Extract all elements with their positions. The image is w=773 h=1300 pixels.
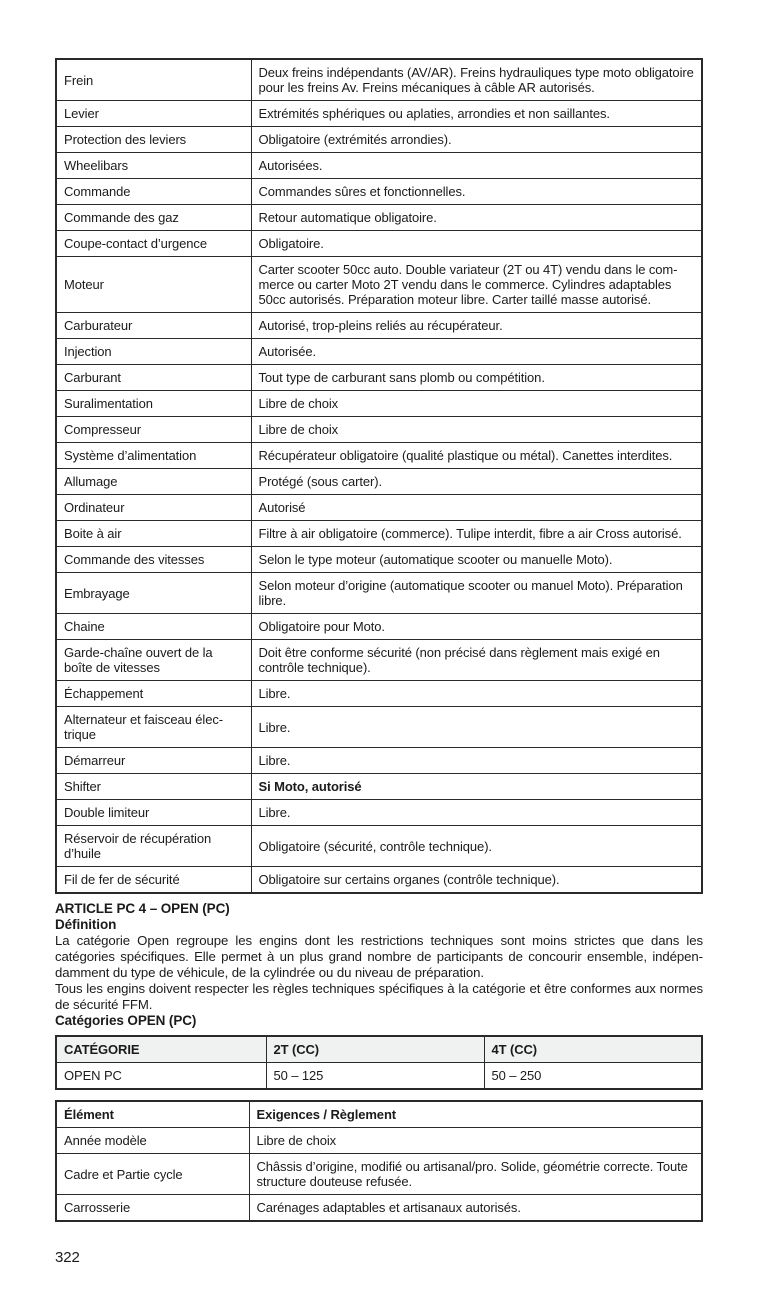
- elements-table: [55, 1100, 703, 1222]
- article-section: [55, 901, 703, 1029]
- column-header: 2T (CC): [266, 1036, 484, 1063]
- element-value: Si Moto, autorisé: [251, 774, 702, 800]
- table-row: [56, 469, 702, 495]
- table-row: [56, 707, 702, 748]
- table-row: [56, 826, 702, 867]
- element-value: Libre.: [251, 800, 702, 826]
- categories-table: [55, 1035, 703, 1090]
- element-label: Injection: [56, 339, 251, 365]
- table-row: [56, 681, 702, 707]
- element-value: Protégé (sous carter).: [251, 469, 702, 495]
- element-label: Double limiteur: [56, 800, 251, 826]
- category-2t-range: 50 – 125: [266, 1063, 484, 1090]
- element-value: Récupérateur obligatoire (qualité plastique ou métal). Canettes interdites.: [251, 443, 702, 469]
- element-label: Moteur: [56, 257, 251, 313]
- element-label: Wheelibars: [56, 153, 251, 179]
- table-row: [56, 231, 702, 257]
- table-row: [56, 391, 702, 417]
- element-label: Carrosserie: [56, 1195, 249, 1222]
- element-value: Libre de choix: [251, 417, 702, 443]
- column-header: 4T (CC): [484, 1036, 702, 1063]
- element-label: Boite à air: [56, 521, 251, 547]
- column-header: Exigences / Règlement: [249, 1101, 702, 1128]
- element-value: Tout type de carburant sans plomb ou compétition.: [251, 365, 702, 391]
- table-row: [56, 867, 702, 894]
- element-label: Démarreur: [56, 748, 251, 774]
- categories-heading: Catégories OPEN (PC): [55, 1013, 197, 1028]
- table-row: [56, 205, 702, 231]
- table-row: [56, 1154, 702, 1195]
- element-value: Autorisée.: [251, 339, 702, 365]
- element-label: Coupe-contact d’urgence: [56, 231, 251, 257]
- element-value: Doit être conforme sécurité (non précisé dans règlement mais exigé en contrôle technique).: [251, 640, 702, 681]
- element-value: Carter scooter 50cc auto. Double variateur (2T ou 4T) vendu dans le commerce ou carter Moto 2T vendu dans le commerce. Cylindres adaptables 50cc autorisés. Préparation moteur libre. Carter taillé masse autorisé.: [251, 257, 702, 313]
- element-label: Embrayage: [56, 573, 251, 614]
- element-label: Compresseur: [56, 417, 251, 443]
- element-value: Carénages adaptables et artisanaux autorisés.: [249, 1195, 702, 1222]
- column-header: CATÉGORIE: [56, 1036, 266, 1063]
- table-row: [56, 153, 702, 179]
- page-number: 322: [55, 1249, 80, 1266]
- element-label: Protection des leviers: [56, 127, 251, 153]
- article-title: ARTICLE PC 4 – OPEN (PC): [55, 901, 230, 916]
- definition-paragraph: La catégorie Open regroupe les engins dont les restrictions techniques sont moins strictes que dans les catégories spécifiques. Elle permet à un plus grand nombre de participants de concourir ensemble, indépendamment du type de véhicule, de la cylindrée ou du niveau de préparation.: [55, 933, 703, 980]
- element-label: Échappement: [56, 681, 251, 707]
- element-value: Obligatoire pour Moto.: [251, 614, 702, 640]
- table-row: [56, 1063, 702, 1090]
- element-label: Suralimentation: [56, 391, 251, 417]
- element-label: Shifter: [56, 774, 251, 800]
- element-value: Selon moteur d’origine (automatique scooter ou manuel Moto). Préparation libre.: [251, 573, 702, 614]
- element-label: Système d’alimentation: [56, 443, 251, 469]
- element-value: Deux freins indépendants (AV/AR). Freins hydrauliques type moto obligatoire pour les freins Av. Freins mécaniques à câble AR autorisés.: [251, 59, 702, 101]
- element-label: Commande des gaz: [56, 205, 251, 231]
- element-value: Obligatoire (extrémités arrondies).: [251, 127, 702, 153]
- table-row: [56, 417, 702, 443]
- element-label: Réservoir de récupération d’huile: [56, 826, 251, 867]
- element-label: Commande des vitesses: [56, 547, 251, 573]
- element-value: Obligatoire sur certains organes (contrôle technique).: [251, 867, 702, 894]
- table-row: [56, 127, 702, 153]
- element-label: Levier: [56, 101, 251, 127]
- element-value: Autorisé: [251, 495, 702, 521]
- element-value: Châssis d’origine, modifié ou artisanal/pro. Solide, géométrie correcte. Toute structure douteuse refusée.: [249, 1154, 702, 1195]
- table-row: [56, 748, 702, 774]
- table-row: [56, 640, 702, 681]
- element-value: Libre.: [251, 707, 702, 748]
- element-label: Frein: [56, 59, 251, 101]
- table-row: [56, 800, 702, 826]
- element-label: Garde-chaîne ouvert de la boîte de vitesses: [56, 640, 251, 681]
- element-label: Chaine: [56, 614, 251, 640]
- element-value: Filtre à air obligatoire (commerce). Tulipe interdit, fibre a air Cross autorisé.: [251, 521, 702, 547]
- element-value: Libre.: [251, 681, 702, 707]
- table-row: [56, 573, 702, 614]
- element-label: Ordinateur: [56, 495, 251, 521]
- element-label: Commande: [56, 179, 251, 205]
- element-label: Fil de fer de sécurité: [56, 867, 251, 894]
- definition-paragraph-2: Tous les engins doivent respecter les règles techniques spécifiques à la catégorie et être conformes aux normes de sécurité FFM.: [55, 981, 703, 1012]
- element-label: Cadre et Partie cycle: [56, 1154, 249, 1195]
- definition-heading: Définition: [55, 917, 117, 932]
- table-row: [56, 1195, 702, 1222]
- table-header-row: [56, 1101, 702, 1128]
- table-row: [56, 774, 702, 800]
- element-label: Année modèle: [56, 1128, 249, 1154]
- element-label: Alternateur et faisceau électrique: [56, 707, 251, 748]
- table-row: [56, 101, 702, 127]
- table-row: [56, 257, 702, 313]
- table-row: [56, 443, 702, 469]
- element-value: Autorisé, trop-pleins reliés au récupérateur.: [251, 313, 702, 339]
- category-4t-range: 50 – 250: [484, 1063, 702, 1090]
- element-label: Carburant: [56, 365, 251, 391]
- table-row: [56, 365, 702, 391]
- table-row: [56, 521, 702, 547]
- table-row: [56, 495, 702, 521]
- element-value: Libre.: [251, 748, 702, 774]
- category-name: OPEN PC: [56, 1063, 266, 1090]
- element-label: Carburateur: [56, 313, 251, 339]
- element-value: Selon le type moteur (automatique scooter ou manuelle Moto).: [251, 547, 702, 573]
- element-value: Obligatoire (sécurité, contrôle technique).: [251, 826, 702, 867]
- column-header: Élément: [56, 1101, 249, 1128]
- table-row: [56, 339, 702, 365]
- element-value: Libre de choix: [251, 391, 702, 417]
- table-row: [56, 313, 702, 339]
- table-row: [56, 179, 702, 205]
- table-row: [56, 1128, 702, 1154]
- element-value: Retour automatique obligatoire.: [251, 205, 702, 231]
- element-value: Extrémités sphériques ou aplaties, arrondies et non saillantes.: [251, 101, 702, 127]
- element-value: Commandes sûres et fonctionnelles.: [251, 179, 702, 205]
- table-row: [56, 614, 702, 640]
- element-value: Libre de choix: [249, 1128, 702, 1154]
- element-value: Autorisées.: [251, 153, 702, 179]
- table-header-row: [56, 1036, 702, 1063]
- table-row: [56, 547, 702, 573]
- element-value: Obligatoire.: [251, 231, 702, 257]
- technical-requirements-table: [55, 58, 703, 894]
- table-row: [56, 59, 702, 101]
- element-label: Allumage: [56, 469, 251, 495]
